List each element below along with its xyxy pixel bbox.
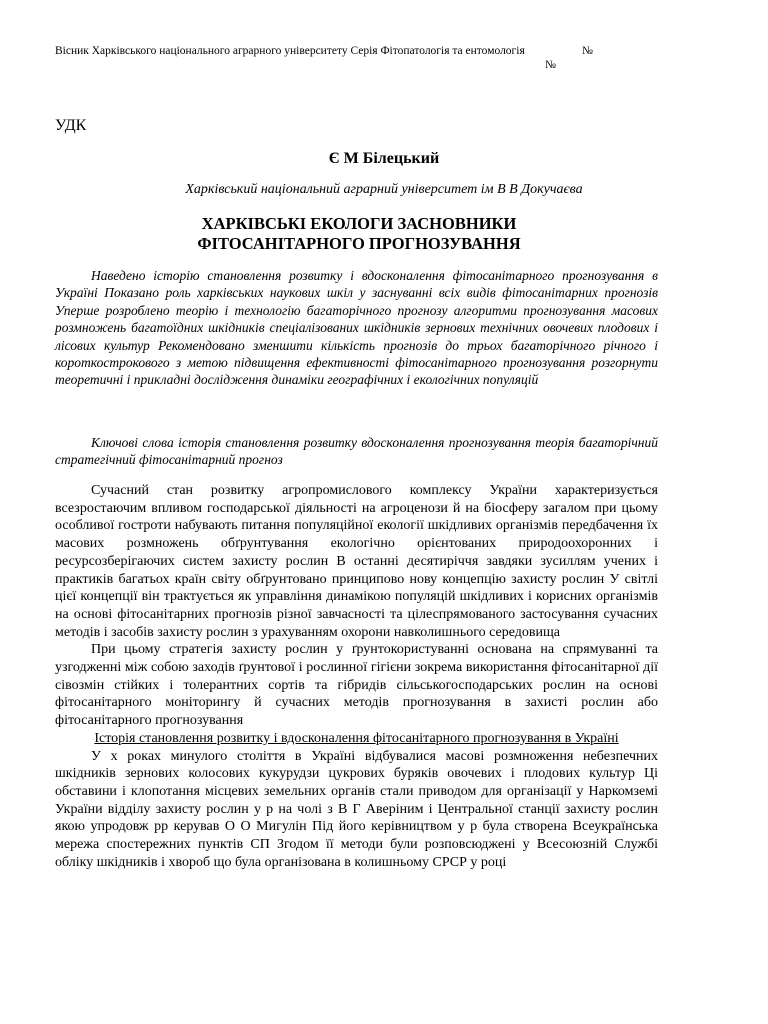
author-name: Є М Білецький <box>328 150 440 167</box>
issue-number-mark: № <box>582 45 593 57</box>
article-title <box>0 214 718 254</box>
issue-number-mark-2: № <box>545 59 556 71</box>
body-paragraph: При цьому стратегія захисту рослин у ґрунтокористуванні основана на спрямуванні та узгодженні між собою заходів ґрунтової і рослинної гігієни зокрема використання фітосанітарної дії сівозмін стійких і толерантних сортів та гібридів сільськогосподарських рослин на основі фітосанітарного моніторингу й сучасних методів прогнозування в захисті рослин або фітосанітарного прогнозування <box>55 642 658 729</box>
article-body <box>55 482 658 871</box>
running-header <box>55 44 715 71</box>
section-heading: Історія становлення розвитку і вдосконалення фітосанітарного прогнозування в Україні <box>94 730 619 746</box>
title-line-1: ХАРКІВСЬКІ ЕКОЛОГИ ЗАСНОВНИКИ <box>201 214 517 233</box>
author-affiliation: Харківський національний аграрний університет ім В В Докучаєва <box>185 182 583 197</box>
keywords: Ключові слова історія становлення розвитку вдосконалення прогнозування теорія багаторічний стратегічний фітосанітарний прогноз <box>55 435 658 468</box>
journal-title: Вісник Харківського національного аграрного університету Серія Фітопатологія та ентомологія <box>55 45 525 57</box>
title-line-2: ФІТОСАНІТАРНОГО ПРОГНОЗУВАННЯ <box>197 234 521 253</box>
body-paragraph: У х роках минулого століття в Україні відбувалися масові розмноження небезпечних шкідників зернових колосових кукурудзи цукрових буряків овочевих і плодових культур Ці обставини і клопотання місцевих земельних органів стали приводом для організації у Наркомземі України відділу захисту рослин у р на чолі з В Г Аверіним і Центральної станції захисту рослин якою упродовж рр керував О О Мигулін Під його керівництвом у р була створена Всеукраїнська мережа спостережних пунктів СП Згодом її методи були розповсюджені у Всесоюзній Службі обліку шкідників і хвороб що була організована в колишньому СРСР у році <box>55 748 658 870</box>
udk-label: УДК <box>55 117 87 134</box>
body-paragraph: Сучасний стан розвитку агропромислового комплексу України характеризується всезростаючим впливом господарської діяльності на агроценози й на біосферу загалом при цьому особливої гостроти набувають питання популяційної екології шкідливих організмів передбачення їх масових розмножень обґрунтування екологічно орієнтованих природоохоронних і ресурсозберігаючих систем захисту рослин В останні десятиріччя завдяки зусиллям учених і практиків багатьох країн світу обґрунтовано принципово нову концепцію захисту рослин У світлі цієї концепції він трактується як управління динамікою популяцій шкідливих і корисних організмів на основі фітосанітарних прогнозів різної завчасності та цілеспрямованого застосування сучасних методів і засобів захисту рослин з урахуванням охорони навколишнього середовища <box>55 483 658 640</box>
abstract: Наведено історію становлення розвитку і вдосконалення фітосанітарного прогнозування в Україні Показано роль харківських наукових шкіл у заснуванні всіх видів фітосанітарних прогнозів Уперше розроблено теорію і технологію багаторічного прогнозу алгоритми прогнозування масових розмножень багатоїдних шкідників спеціалізованих шкідників зернових технічних овочевих плодових і лісових культур Рекомендовано зменшити кількість прогнозів до трьох багаторічного річного і короткострокового з метою підвищення ефективності фітосанітарного прогнозування розгорнути теоретичні і прикладні дослідження динаміки географічних і екологічних популяцій <box>55 268 658 388</box>
